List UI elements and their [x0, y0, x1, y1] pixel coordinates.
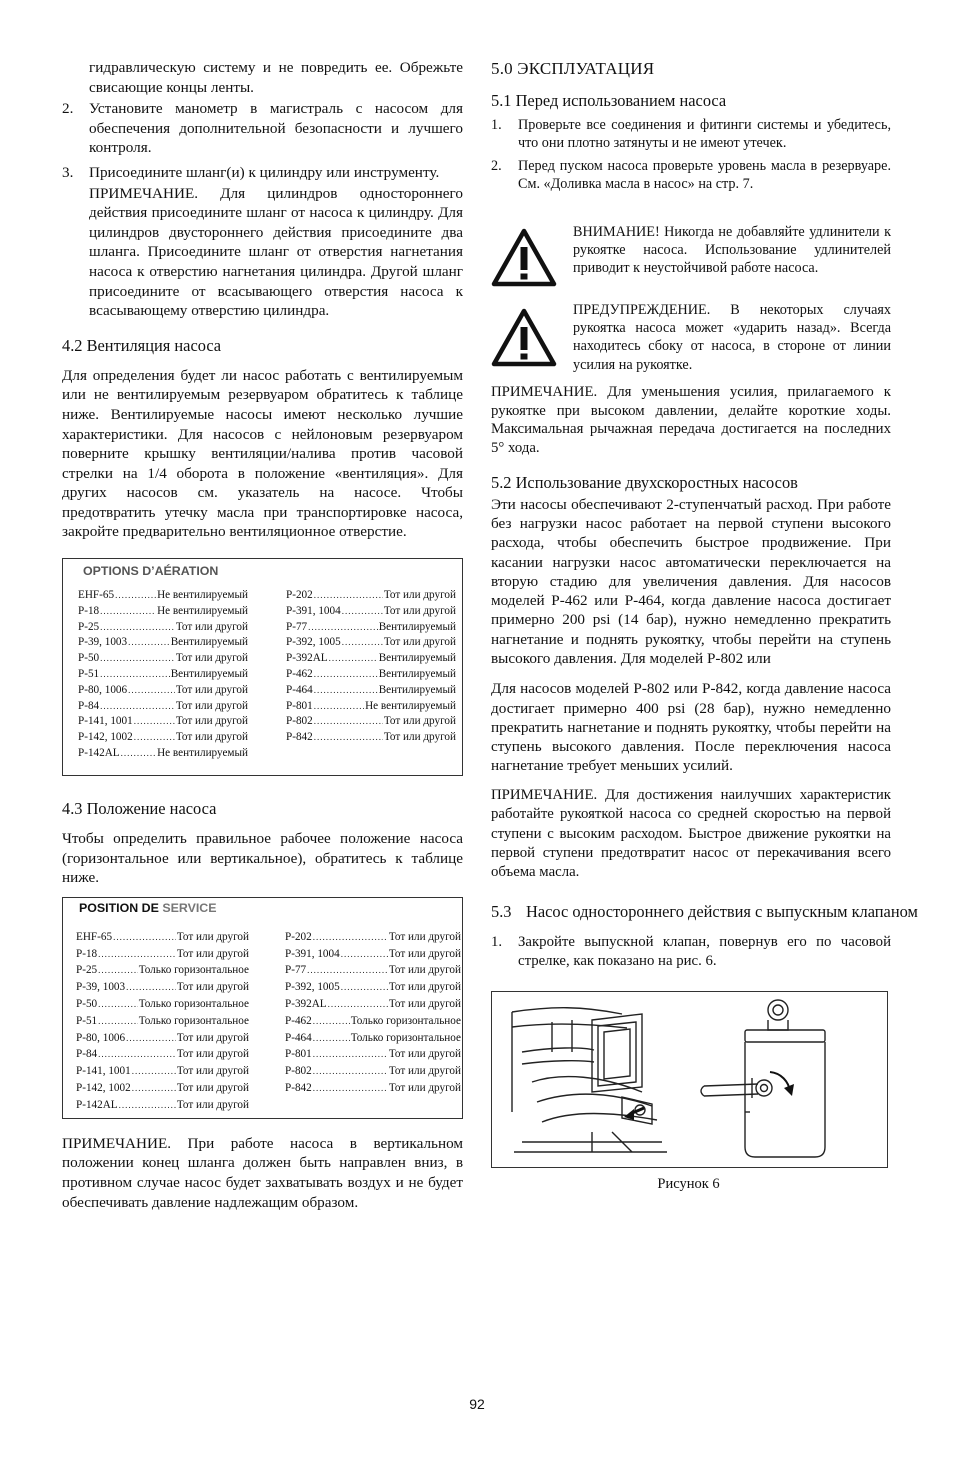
option-value: Только горизонтальное	[138, 964, 249, 977]
leader-dots	[314, 699, 364, 715]
section-5-3-heading	[491, 902, 929, 923]
option-value: Тот или другой	[175, 652, 248, 665]
table-row	[286, 699, 456, 715]
model-name: P-464	[285, 1031, 312, 1044]
table-row	[76, 996, 249, 1013]
list-item	[62, 99, 463, 158]
leader-dots	[126, 1030, 176, 1047]
option-value: Тот или другой	[176, 981, 249, 994]
leader-dots	[98, 1013, 138, 1030]
option-value: Вентилируемый	[378, 652, 456, 665]
note-effort: ПРИМЕЧАНИЕ. Для уменьшения усилия, прилагаемого к рукоятке при высоком давлении, делайте короткие ходы. Максимальная рычажная передача достигается на последних 5° хода.	[491, 384, 891, 457]
leader-dots	[308, 620, 378, 636]
option-value: Тот или другой	[175, 715, 248, 728]
leader-dots	[313, 1063, 388, 1080]
table-row	[76, 1046, 249, 1063]
position-title-part2: SERVICE	[162, 900, 217, 915]
aeration-col-2	[286, 588, 456, 762]
option-value: Тот или другой	[176, 1082, 249, 1095]
section-5-2-title: 5.2 Использование двухскоростных насосов	[491, 472, 798, 492]
option-value: Тот или другой	[388, 981, 461, 994]
model-name: P-84	[76, 1048, 98, 1061]
valve-illustration	[492, 992, 887, 1167]
option-value: Тот или другой	[176, 1031, 249, 1044]
option-value: Тот или другой	[388, 998, 461, 1011]
table-row	[76, 1063, 249, 1080]
model-name: P-141, 1001	[76, 1065, 131, 1078]
option-value: Вентилируемый	[378, 668, 456, 681]
list-item	[491, 933, 891, 971]
model-name: P-842	[286, 731, 313, 744]
model-name: P-802	[286, 715, 313, 728]
table-row	[78, 667, 248, 683]
leader-dots	[128, 635, 170, 651]
section-5-3-title: Насос одностороннего действия с выпускным клапаном	[526, 901, 918, 921]
warning-kickback-text: ПРЕДУПРЕЖДЕНИЕ. В некоторых случаях рукоятка насоса может «ударить назад». Всегда находитесь сбоку от насоса, в стороне от линии усилия на рукоятке.	[573, 301, 891, 373]
leader-dots	[119, 1097, 176, 1114]
model-name: P-462	[286, 668, 313, 681]
position-col-2	[285, 929, 461, 1114]
option-value: Не вентилируемый	[157, 747, 248, 760]
option-value: Тот или другой	[175, 699, 248, 712]
model-name: P-18	[78, 604, 100, 617]
model-name: P-18	[76, 947, 98, 960]
list-item-number: 2.	[491, 157, 502, 174]
list-item-text: Установите манометр в магистраль с насосом для обеспечения дополнительной безопасности и лучшего контроля.	[89, 100, 463, 157]
leader-dots	[98, 1046, 176, 1063]
note-cylinders: ПРИМЕЧАНИЕ. Для цилиндров одностороннего действия присоедините шланг от насоса к цилиндру. Для цилиндров двустороннего действия присоедините два шланга. Присоедините шланг от отверстия нагнетания насоса к отверстию нагнетания цилиндра. Другой шланг присоедините от всасывающего отверстия насоса к всасывающему отверстию цилиндра.	[89, 184, 463, 320]
warning-triangle-icon	[491, 307, 561, 372]
option-value: Тот или другой	[176, 1098, 249, 1111]
leader-dots	[100, 604, 156, 620]
table-row	[76, 962, 249, 979]
option-value: Только горизонтальное	[350, 1014, 461, 1027]
note-vertical: ПРИМЕЧАНИЕ. При работе насоса в вертикальном положении конец шланга должен быть направлен вниз, в противном случае насос будет захватывать воздух и не будет обеспечивать давление надлежащим образом.	[62, 1134, 463, 1211]
leader-dots	[329, 651, 378, 667]
model-name: P-25	[78, 620, 100, 633]
option-value: Тот или другой	[388, 1065, 461, 1078]
model-name: P-392, 1005	[285, 981, 340, 994]
model-name: P-50	[78, 652, 100, 665]
list-item	[491, 116, 891, 153]
table-row	[78, 604, 248, 620]
option-value: Тот или другой	[388, 1082, 461, 1095]
table-row	[76, 946, 249, 963]
model-name: P-801	[285, 1048, 312, 1061]
option-value: Только горизонтальное	[138, 998, 249, 1011]
model-name: P-202	[286, 589, 313, 602]
option-value: Тот или другой	[175, 683, 248, 696]
right-column	[491, 58, 918, 1193]
list-item-number: 1.	[491, 117, 502, 133]
leader-dots	[98, 946, 176, 963]
table-row	[285, 996, 461, 1013]
option-value: Тот или другой	[388, 947, 461, 960]
leader-dots	[98, 996, 138, 1013]
list-item	[491, 157, 891, 194]
model-name: P-80, 1006	[76, 1031, 126, 1044]
list-item-number: 3.	[62, 163, 74, 181]
option-value: Тот или другой	[388, 964, 461, 977]
leader-dots	[98, 962, 138, 979]
list-item-number: 2.	[62, 100, 74, 118]
model-name: P-77	[286, 620, 308, 633]
leader-dots	[121, 746, 156, 762]
table-row	[78, 746, 248, 762]
leader-dots	[313, 1013, 350, 1030]
model-name: P-462	[285, 1014, 312, 1027]
position-title-part1: POSITION DE	[79, 900, 163, 915]
model-name: P-392, 1005	[286, 636, 341, 649]
table-row	[78, 588, 248, 604]
leader-dots	[342, 635, 383, 651]
leader-dots	[115, 588, 156, 604]
leader-dots	[100, 699, 175, 715]
leader-dots	[128, 683, 175, 699]
option-value: Вентилируемый	[170, 636, 248, 649]
model-name: P-142AL	[78, 747, 120, 760]
model-name: P-39, 1003	[76, 981, 126, 994]
intro-continuation: гидравлическую систему и не повредить ее. Обрежьте свисающие концы ленты.	[89, 59, 463, 96]
leader-dots	[307, 962, 388, 979]
table-row	[286, 635, 456, 651]
leader-dots	[314, 730, 383, 746]
model-name: EHF-65	[78, 589, 115, 602]
list-item-text: Проверьте все соединения и фитинги системы и убедитесь, что они плотно затянуты и не имеют утечек.	[518, 117, 891, 152]
model-name: P-80, 1006	[78, 683, 128, 696]
aeration-table-title: OPTIONS D’AÉRATION	[83, 564, 219, 579]
aeration-options-table	[62, 558, 463, 776]
table-row	[78, 730, 248, 746]
section-5-3-number: 5.3	[491, 901, 512, 921]
note-speed: ПРИМЕЧАНИЕ. Для достижения наилучших характеристик работайте рукояткой насоса со средней скоростью на первой ступени с высоким расходом. Быстрое движение рукоятки на первой ступени предотвратит насос от перекачивания всего объема масла.	[491, 786, 891, 881]
section-4-3-text: Чтобы определить правильное рабочее положение насоса (горизонтальное или вертикальное), обратитесь к таблице ниже.	[62, 830, 463, 887]
figure-6	[491, 991, 888, 1168]
option-value: Тот или другой	[175, 731, 248, 744]
table-row	[76, 1080, 249, 1097]
model-name: P-77	[285, 964, 307, 977]
option-value: Только горизонтальное	[138, 1014, 249, 1027]
section-5-0-title: 5.0 ЭКСПЛУАТАЦИЯ	[491, 59, 655, 78]
aeration-col-1	[78, 588, 248, 762]
option-value: Тот или другой	[176, 1048, 249, 1061]
leader-dots	[100, 667, 170, 683]
leader-dots	[132, 1080, 176, 1097]
table-row	[286, 651, 456, 667]
table-row	[76, 1030, 249, 1047]
position-table	[62, 897, 463, 1119]
leader-dots	[314, 667, 378, 683]
section-4-3-title: 4.3 Положение насоса	[62, 799, 217, 819]
list-item-text: Перед пуском насоса проверьте уровень масла в резервуаре. См. «Доливка масла в насос» на стр. 7.	[518, 157, 891, 193]
model-name: P-392AL	[286, 652, 328, 665]
leader-dots	[313, 1030, 350, 1047]
section-4-2-title: 4.2 Вентиляция насоса	[62, 335, 222, 355]
table-row	[285, 929, 461, 946]
leader-dots	[134, 714, 175, 730]
table-row	[76, 979, 249, 996]
page-number: 92	[469, 1396, 485, 1412]
section-4-2-text: Для определения будет ли насос работать с вентилируемым или не вентилируемым резервуаром обратитесь к таблице ниже. Вентилируемые насосы имеют несколько лучшие характеристики. Для насосов с нейлоновым резервуаром поверните крышку вентиляции/налива против часовой стрелки на 1/4 оборота в положение «вентиляция». Для других насосов см. указатель на насосе. Чтобы предотвратить утечку масла при транспортировке насоса, закройте предварительно вентиляционное отверстие.	[62, 366, 463, 541]
warning-triangle-icon	[491, 227, 561, 292]
option-value: Не вентилируемый	[365, 699, 456, 712]
option-value: Вентилируемый	[378, 683, 456, 696]
model-name: P-464	[286, 683, 313, 696]
option-value: Тот или другой	[383, 604, 456, 617]
table-row	[78, 714, 248, 730]
model-name: P-141, 1001	[78, 715, 133, 728]
leader-dots	[341, 946, 388, 963]
list-item-text: Присоедините шланг(и) к цилиндру или инструменту.	[89, 163, 440, 181]
warning-extension-text: ВНИМАНИЕ! Никогда не добавляйте удлинители к рукоятке насоса. Использование удлинителей приводит к неустойчивой работе насоса.	[573, 223, 891, 277]
leader-dots	[314, 588, 383, 604]
table-row	[285, 1030, 461, 1047]
model-name: P-202	[285, 930, 312, 943]
table-row	[285, 1046, 461, 1063]
list-item	[62, 163, 463, 183]
list-item-text: Закройте выпускной клапан, повернув его по часовой стрелке, как показано на рис. 6.	[518, 934, 891, 970]
table-row	[78, 699, 248, 715]
table-row	[285, 1063, 461, 1080]
option-value: Тот или другой	[383, 589, 456, 602]
table-row	[285, 1080, 461, 1097]
leader-dots	[313, 1080, 388, 1097]
option-value: Тот или другой	[176, 930, 249, 943]
table-row	[78, 635, 248, 651]
table-row	[285, 1013, 461, 1030]
table-row	[286, 620, 456, 636]
model-name: EHF-65	[76, 930, 113, 943]
leader-dots	[126, 979, 176, 996]
leader-dots	[342, 604, 383, 620]
table-row	[78, 683, 248, 699]
table-row	[285, 979, 461, 996]
option-value: Вентилируемый	[170, 668, 248, 681]
option-value: Вентилируемый	[378, 620, 456, 633]
position-col-1	[76, 929, 249, 1114]
table-row	[286, 683, 456, 699]
model-name: P-50	[76, 998, 98, 1011]
option-value: Тот или другой	[388, 930, 461, 943]
figure-caption: Рисунок 6	[657, 1176, 720, 1193]
leader-dots	[113, 929, 176, 946]
option-value: Только горизонтальное	[350, 1031, 461, 1044]
left-column	[62, 58, 463, 1212]
leader-dots	[134, 730, 175, 746]
table-row	[286, 588, 456, 604]
option-value: Тот или другой	[388, 1048, 461, 1061]
table-row	[78, 620, 248, 636]
warning-kickback	[491, 301, 891, 375]
leader-dots	[314, 714, 383, 730]
leader-dots	[100, 620, 175, 636]
table-row	[285, 946, 461, 963]
leader-dots	[132, 1063, 176, 1080]
model-name: P-51	[76, 1014, 98, 1027]
leader-dots	[328, 996, 388, 1013]
option-value: Тот или другой	[175, 620, 248, 633]
model-name: P-842	[285, 1082, 312, 1095]
table-row	[285, 962, 461, 979]
option-value: Тот или другой	[383, 636, 456, 649]
option-value: Тот или другой	[383, 731, 456, 744]
option-value: Не вентилируемый	[157, 604, 248, 617]
position-table-title	[79, 901, 217, 915]
option-value: Тот или другой	[176, 1065, 249, 1078]
table-row	[286, 730, 456, 746]
model-name: P-391, 1004	[286, 604, 341, 617]
model-name: P-802	[285, 1065, 312, 1078]
list-item-number: 1.	[491, 934, 503, 951]
model-name: P-142, 1002	[76, 1082, 131, 1095]
leader-dots	[341, 979, 388, 996]
table-row	[286, 714, 456, 730]
leader-dots	[314, 683, 378, 699]
table-row	[76, 1097, 249, 1114]
leader-dots	[313, 929, 388, 946]
warning-extension	[491, 223, 891, 292]
section-5-1-title: 5.1 Перед использованием насоса	[491, 91, 727, 110]
model-name: P-51	[78, 668, 100, 681]
model-name: P-801	[286, 699, 313, 712]
table-row	[78, 651, 248, 667]
leader-dots	[313, 1046, 388, 1063]
model-name: P-142AL	[76, 1098, 118, 1111]
model-name: P-391, 1004	[285, 947, 340, 960]
section-5-2-text-1: Эти насосы обеспечивают 2-ступенчатый расход. При работе без нагрузки насос работает на первой ступени высокого расхода, чтобы обеспечить быстрое продвижение. При касании нагрузки насос автоматически переключается на вторую стадию для увеличения давления. Для насосов моделей P-462 или P-464, когда давление насоса достигает примерно 200 psi (14 бар), нужно немедленно прекратить нагнетание и поднять рукоятку, чтобы перейти на ступень высокого давления. Для моделей P-802 или	[491, 495, 891, 667]
leader-dots	[100, 651, 175, 667]
table-row	[286, 667, 456, 683]
table-row	[76, 929, 249, 946]
model-name: P-84	[78, 699, 100, 712]
model-name: P-142, 1002	[78, 731, 133, 744]
table-row	[286, 604, 456, 620]
model-name: P-39, 1003	[78, 636, 128, 649]
option-value: Тот или другой	[176, 947, 249, 960]
option-value: Не вентилируемый	[157, 589, 248, 602]
option-value: Тот или другой	[383, 715, 456, 728]
table-row	[76, 1013, 249, 1030]
model-name: P-25	[76, 964, 98, 977]
section-5-2-text-2: Для насосов моделей P-802 или P-842, когда давление насоса достигает примерно 400 psi (28 бар), нужно немедленно прекратить нагнетание и поднять рукоятку, чтобы перейти на ступень высокого давления. После переключения насоса нагнетание требует меньших усилий.	[491, 680, 891, 775]
model-name: P-392AL	[285, 998, 327, 1011]
